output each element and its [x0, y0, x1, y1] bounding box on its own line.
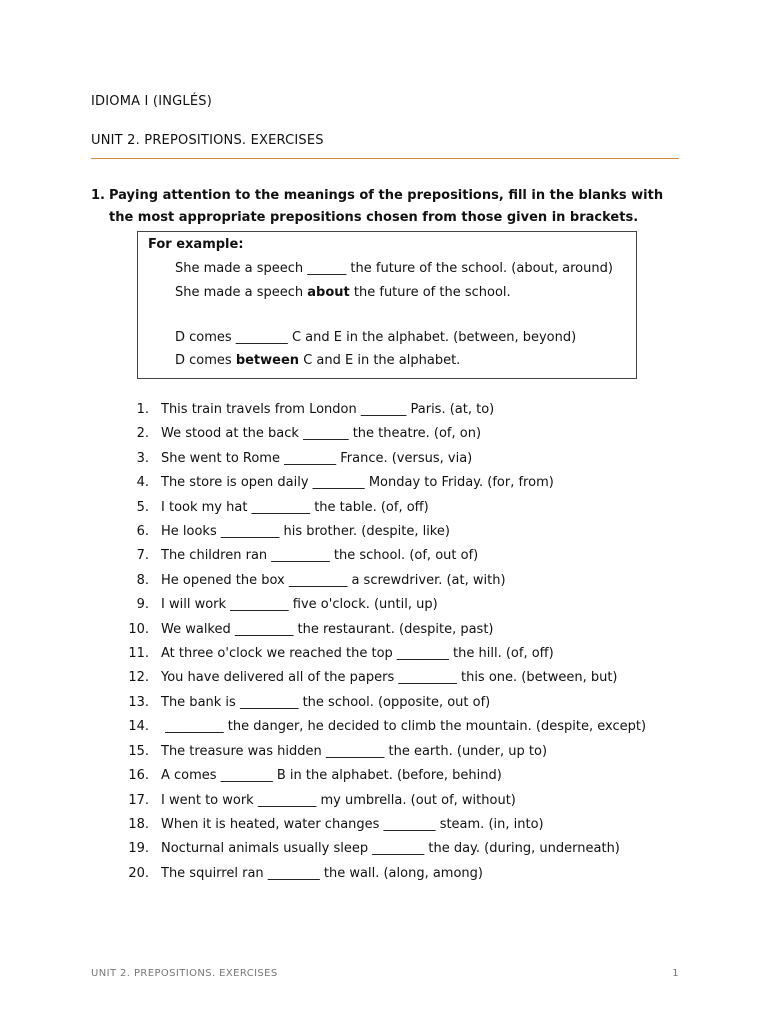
item-sentence: We stood at the back _______ the theatre. (of, on): [161, 426, 482, 442]
item-sentence: The squirrel ran ________ the wall. (along, among): [161, 865, 483, 881]
example-text: D comes ________ C and E in the alphabet. (between, beyond): [175, 330, 577, 345]
example-line: [175, 261, 613, 276]
item-sentence: The children ran _________ the school. (of, out of): [161, 548, 479, 564]
item-number: 5.: [136, 499, 149, 515]
item-number: 4.: [136, 475, 149, 491]
item-sentence: I took my hat _________ the table. (of, off): [161, 499, 429, 515]
item-sentence: A comes ________ B in the alphabet. (before, behind): [161, 768, 502, 784]
unit-title: UNIT 2. PREPOSITIONS. EXERCISES: [91, 133, 324, 148]
course-title: IDIOMA I (INGLÉS): [91, 94, 213, 109]
item-sentence: He looks _________ his brother. (despite, like): [161, 524, 450, 540]
item-number: 8.: [136, 572, 149, 588]
exercise-instruction: [91, 185, 691, 229]
item-sentence: _________ the danger, he decided to climb the mountain. (despite, except): [161, 719, 647, 735]
item-number: 3.: [136, 450, 149, 466]
example-line: [175, 285, 511, 300]
item-number: 2.: [136, 426, 149, 442]
item-number: 1.: [136, 402, 149, 417]
item-number: 11.: [128, 646, 149, 662]
example-text: She made a speech ______ the future of the school. (about, around): [175, 261, 613, 276]
item-number: 19.: [128, 841, 149, 857]
example-line: [175, 330, 576, 345]
example-line: [175, 353, 460, 368]
item-sentence: You have delivered all of the papers _________ this one. (between, but): [161, 670, 618, 686]
example-heading: For example:: [148, 237, 244, 252]
example-text: the future of the school.: [349, 285, 511, 300]
item-number: 20.: [128, 865, 149, 881]
item-number: 6.: [136, 524, 149, 540]
item-sentence: When it is heated, water changes ________ steam. (in, into): [161, 816, 544, 832]
exercise-number: 1.: [91, 188, 105, 203]
item-number: 10.: [128, 621, 149, 637]
example-answer: between: [235, 353, 300, 368]
item-sentence: We walked _________ the restaurant. (despite, past): [161, 621, 494, 637]
item-number: 14.: [128, 719, 149, 735]
item-sentence: He opened the box _________ a screwdriver. (at, with): [161, 572, 506, 588]
example-text: C and E in the alphabet.: [299, 353, 461, 368]
instruction-text: Paying attention to the meanings of the prepositions, fill in the blanks with the most appropriate prepositions chosen from those given in brackets.: [109, 188, 664, 225]
item-number: 12.: [128, 670, 149, 686]
item-number: 18.: [128, 816, 149, 832]
item-sentence: She went to Rome ________ France. (versus, via): [161, 450, 473, 466]
example-text: D comes: [175, 353, 236, 368]
header-divider: [91, 158, 679, 159]
item-number: 16.: [128, 768, 149, 784]
item-number: 9.: [136, 597, 149, 613]
item-sentence: The treasure was hidden _________ the earth. (under, up to): [161, 743, 548, 759]
item-number: 13.: [128, 694, 149, 710]
page-number: 1: [672, 968, 679, 979]
item-sentence: I will work _________ five o'clock. (until, up): [161, 597, 438, 613]
item-sentence: I went to work _________ my umbrella. (out of, without): [161, 792, 516, 808]
item-sentence: The bank is _________ the school. (opposite, out of): [161, 694, 491, 710]
item-number: 17.: [128, 792, 149, 808]
item-number: 7.: [136, 548, 149, 564]
footer-unit-title: UNIT 2. PREPOSITIONS. EXERCISES: [91, 968, 278, 979]
item-sentence: At three o'clock we reached the top ________ the hill. (of, off): [161, 646, 554, 662]
item-sentence: The store is open daily ________ Monday to Friday. (for, from): [161, 475, 554, 491]
item-number: 15.: [128, 743, 149, 759]
example-text: She made a speech: [175, 285, 308, 300]
item-sentence: This train travels from London _______ Paris. (at, to): [161, 402, 495, 417]
example-answer: about: [307, 285, 350, 300]
example-box: [137, 231, 637, 379]
item-sentence: Nocturnal animals usually sleep ________ the day. (during, underneath): [161, 841, 620, 857]
